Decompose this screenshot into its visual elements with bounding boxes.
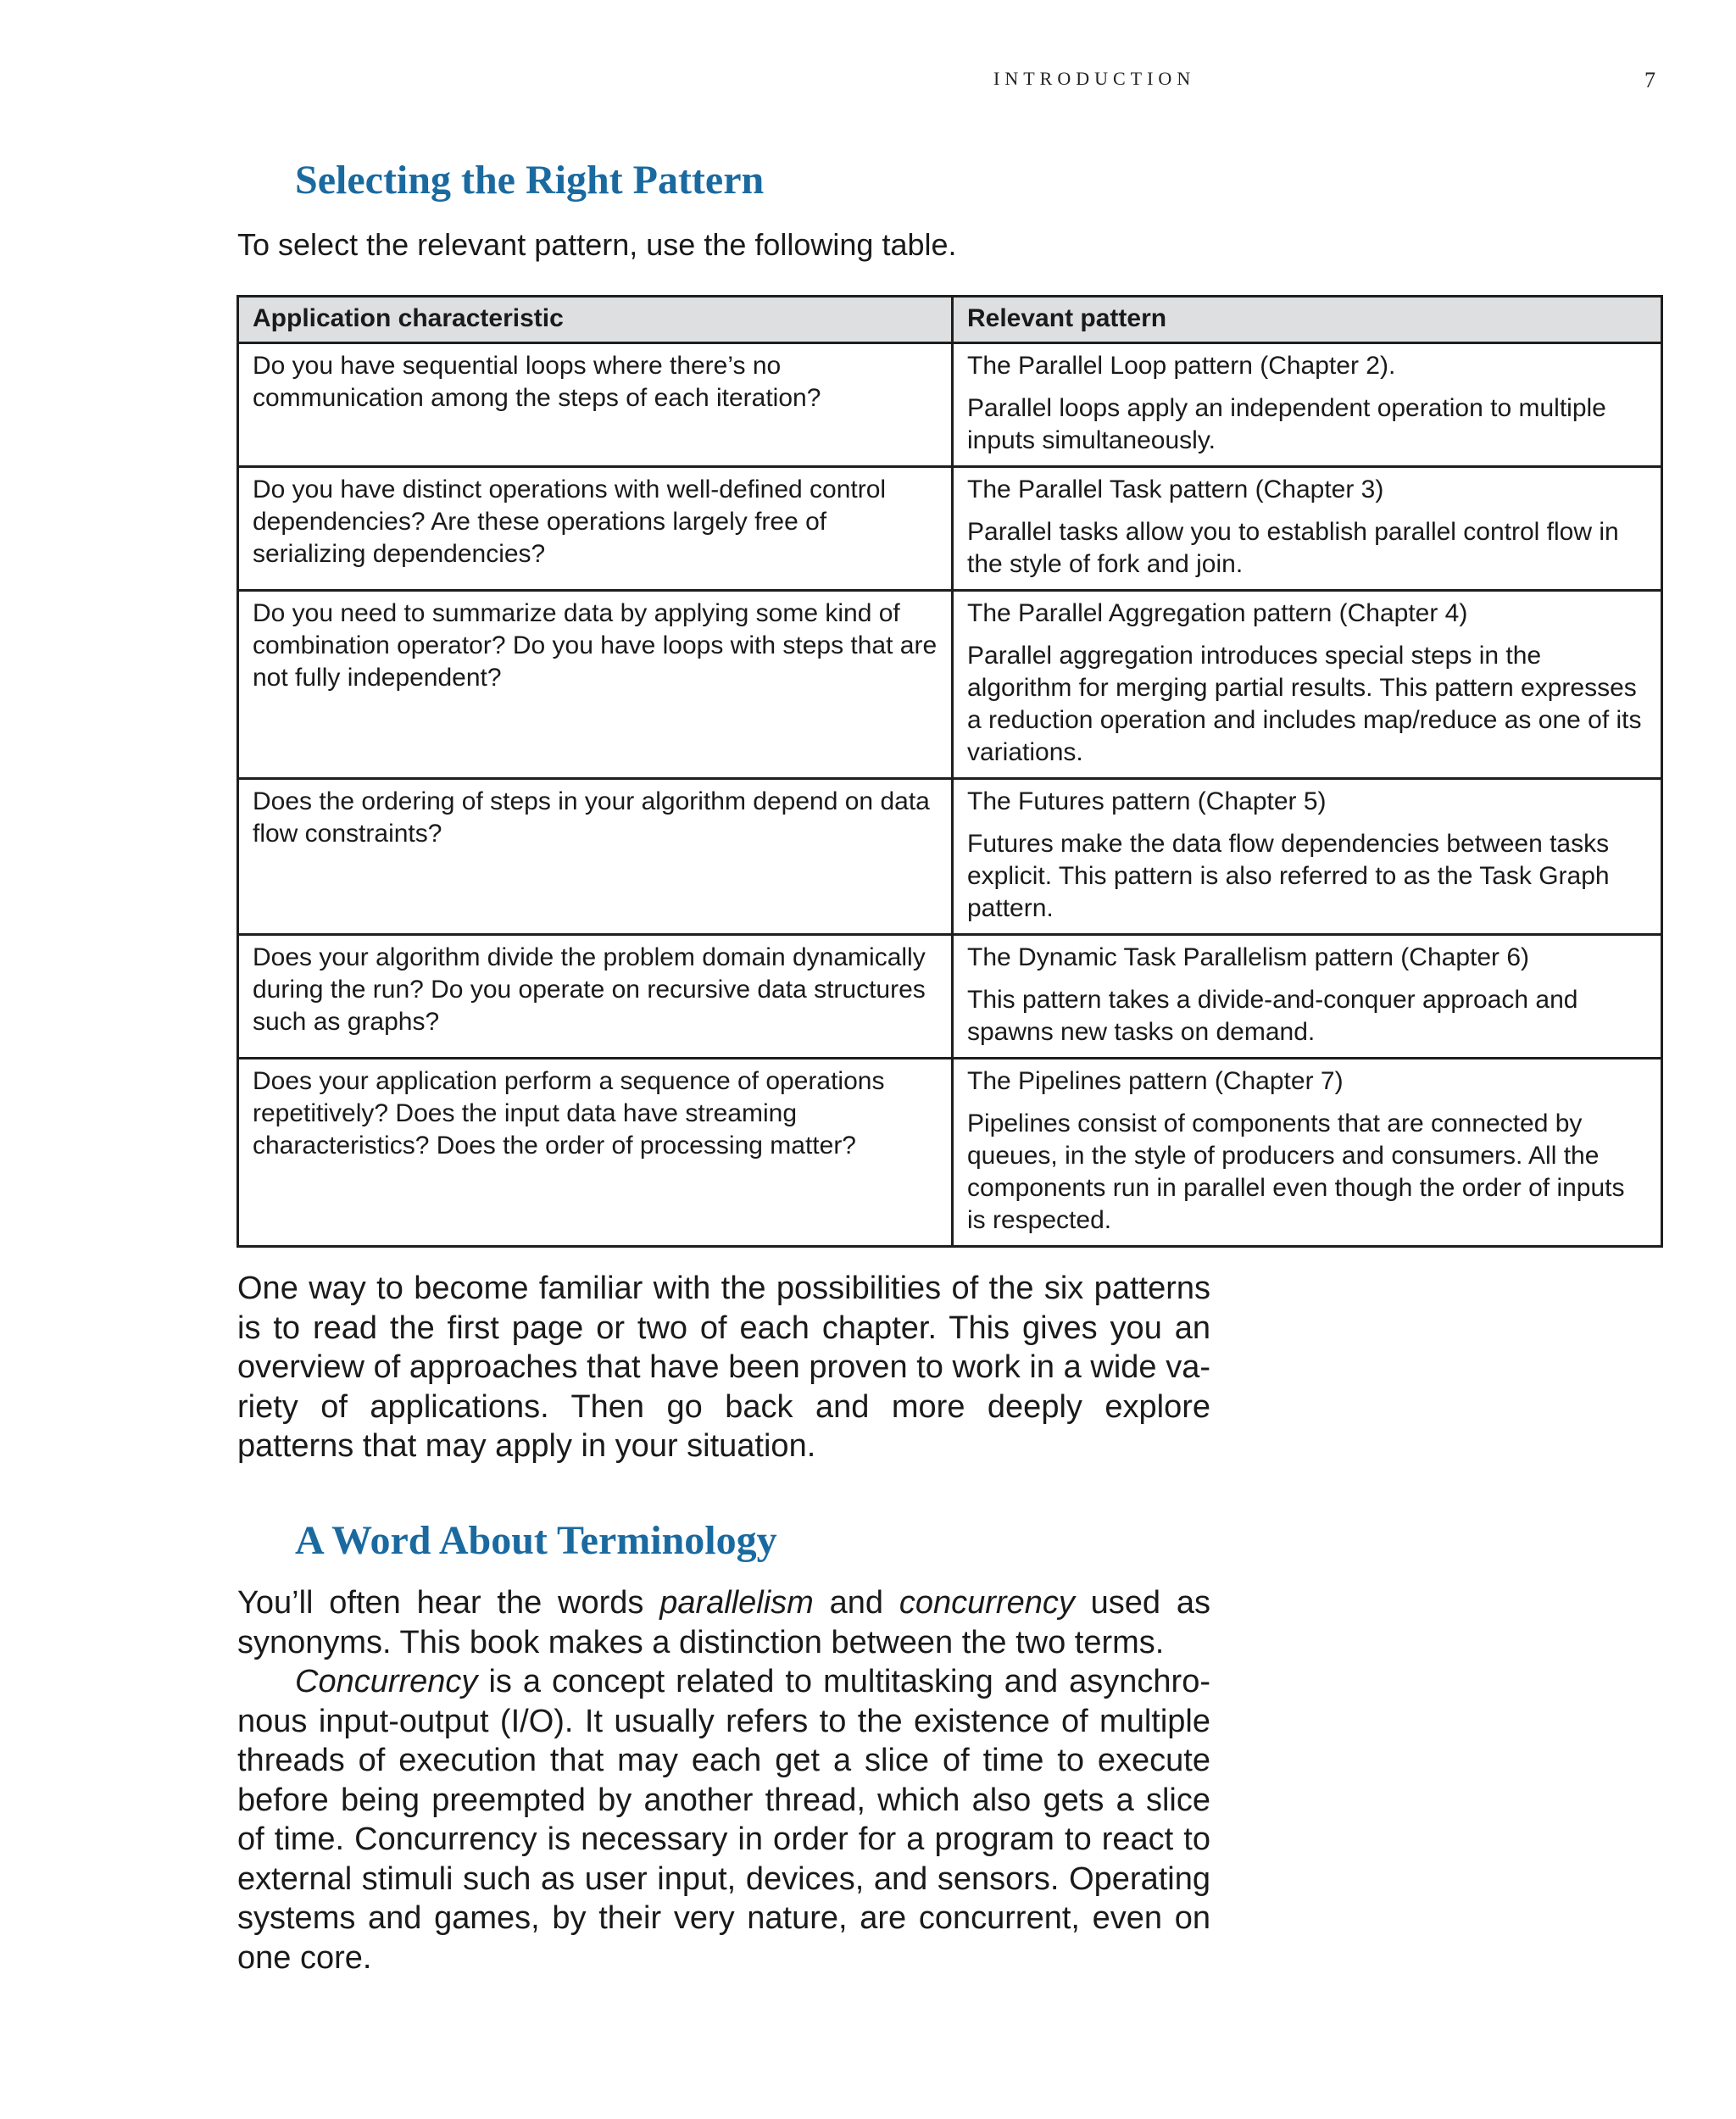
table-header-row: [238, 297, 1662, 343]
pattern-description: This pattern takes a divide-and-conquer approach and spawns new tasks on demand.: [967, 986, 1578, 1046]
pattern-cell: [953, 591, 1662, 779]
pattern-name: The Parallel Task pattern (Chapter 3): [967, 476, 1384, 503]
table-row: [238, 343, 1662, 467]
pattern-description: Futures make the data flow dependencies between tasks explicit. This pattern is also referred to as the Task Graph pattern.: [967, 830, 1610, 922]
paragraph-terminology: [237, 1583, 1210, 1662]
table-row: [238, 935, 1662, 1059]
term-concurrency: concurrency: [899, 1585, 1075, 1621]
pattern-name: The Parallel Loop pattern (Chapter 2).: [967, 352, 1396, 380]
text-run: You’ll often hear the words: [237, 1585, 660, 1621]
text-run: used as synonyms. This book makes a distinction between the two terms.: [237, 1585, 1210, 1660]
characteristic-cell: Do you need to summarize data by applying some kind of combination operator? Do you have loops with steps that are not fully independent?: [238, 591, 953, 779]
text-run: is a concept related to multitasking and asynchronous input-output (I/O). It usually refers to the existence of multiple threads of execution that may each get a slice of time to execute before being preempted by another thread, which also gets a slice of time. Concurrency is necessary in order for a program to react to external stimuli such as user input, devices, and sensors. Operating systems and games, by their very nature, are concurrent, even on one core.: [237, 1664, 1210, 1976]
characteristic-cell: Do you have sequential loops where there’s no communication among the steps of each iteration?: [238, 343, 953, 467]
pattern-cell: [953, 467, 1662, 591]
pattern-description: Parallel tasks allow you to establish parallel control flow in the style of fork and join.: [967, 518, 1619, 578]
page-number: 7: [1644, 68, 1655, 92]
table-row: [238, 467, 1662, 591]
paragraph-explore-patterns: One way to become familiar with the possibilities of the six patterns is to read the first page or two of each chapter. This gives you an overview of approaches that have been proven to work in a wide variety of applications. Then go back and more deeply explore patterns that may apply in your situation.: [237, 1271, 1210, 1464]
pattern-cell: [953, 343, 1662, 467]
table-row: [238, 779, 1662, 935]
table-row: [238, 1059, 1662, 1247]
pattern-cell: [953, 935, 1662, 1059]
table-intro-text: To select the relevant pattern, use the following table.: [237, 227, 957, 262]
characteristic-cell: Do you have distinct operations with well-defined control dependencies? Are these operations largely free of serializing dependencies?: [238, 467, 953, 591]
pattern-description: Parallel loops apply an independent operation to multiple inputs simultaneously.: [967, 394, 1606, 454]
term-concurrency-lead: Concurrency: [295, 1664, 478, 1699]
pattern-description: Parallel aggregation introduces special steps in the algorithm for merging partial results. This pattern expresses a reduction operation and includes map/reduce as one of its variations.: [967, 642, 1642, 766]
pattern-name: The Futures pattern (Chapter 5): [967, 787, 1327, 815]
characteristic-cell: Does the ordering of steps in your algorithm depend on data flow constraints?: [238, 779, 953, 935]
pattern-cell: [953, 1059, 1662, 1247]
pattern-selection-table: [236, 295, 1663, 1248]
pattern-name: The Dynamic Task Parallelism pattern (Chapter 6): [967, 943, 1530, 971]
pattern-name: The Pipelines pattern (Chapter 7): [967, 1067, 1344, 1095]
characteristic-cell: Does your application perform a sequence of operations repetitively? Does the input data have streaming characteristics? Does the order of processing matter?: [238, 1059, 953, 1247]
text-run: and: [813, 1585, 899, 1621]
column-header-characteristic: Application characteristic: [238, 297, 953, 343]
pattern-cell: [953, 779, 1662, 935]
section-heading-selecting-pattern: Selecting the Right Pattern: [295, 158, 765, 203]
term-parallelism: parallelism: [659, 1585, 814, 1621]
pattern-description: Pipelines consist of components that are connected by queues, in the style of producers and consumers. All the components run in parallel even though the order of inputs is respected.: [967, 1110, 1625, 1234]
running-head: INTRODUCTION: [993, 68, 1196, 89]
characteristic-cell: Does your algorithm divide the problem domain dynamically during the run? Do you operate on recursive data structures such as graphs?: [238, 935, 953, 1059]
column-header-pattern: Relevant pattern: [953, 297, 1662, 343]
section-heading-terminology: A Word About Terminology: [295, 1518, 777, 1563]
table-row: [238, 591, 1662, 779]
pattern-name: The Parallel Aggregation pattern (Chapter 4): [967, 599, 1468, 627]
paragraph-concurrency: [237, 1662, 1210, 1977]
